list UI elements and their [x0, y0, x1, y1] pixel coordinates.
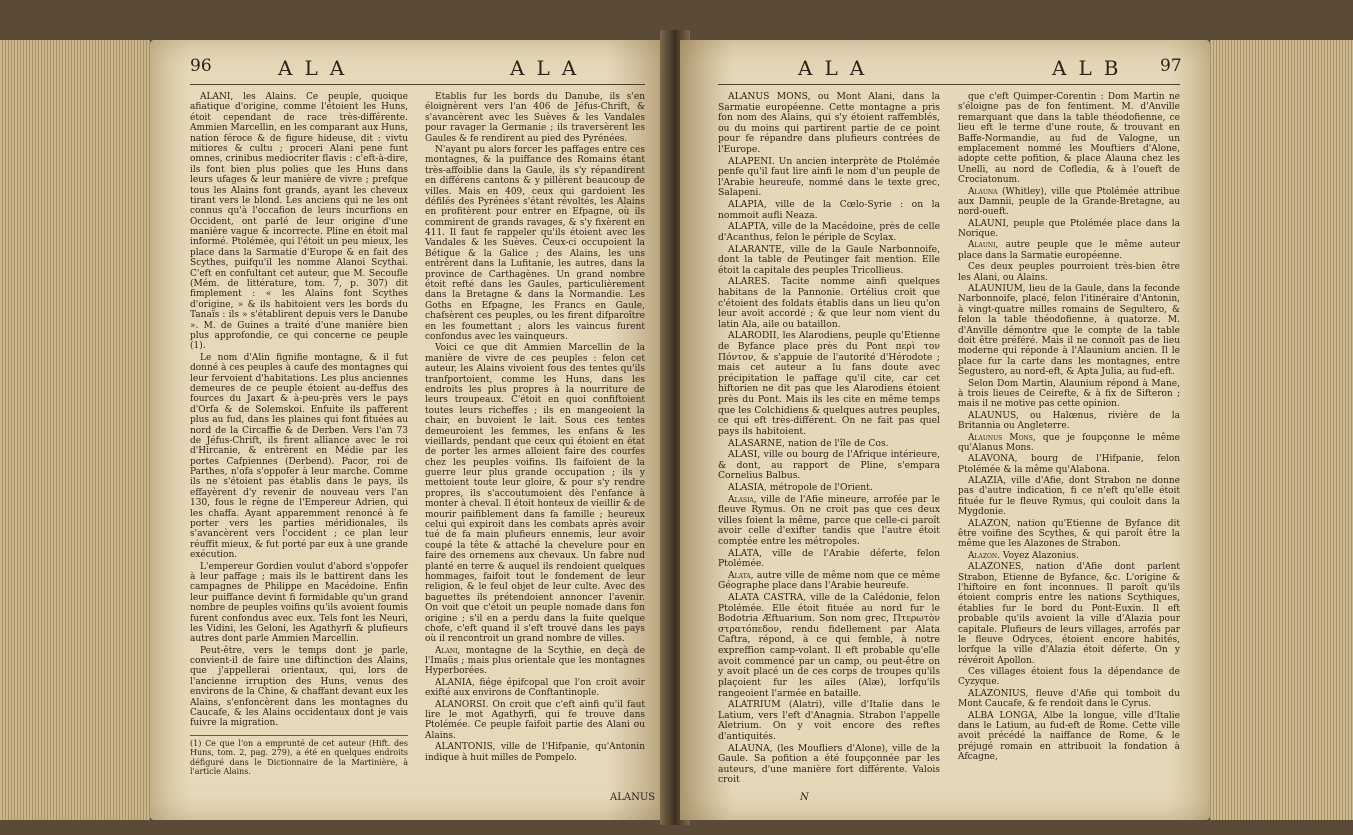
article-entry	[718, 483, 940, 494]
article-entry	[958, 551, 1180, 561]
entry-text: nation de l'île de Cos.	[787, 437, 889, 449]
article-entry	[958, 379, 1180, 410]
article-entry	[425, 742, 645, 763]
article-entry	[718, 439, 940, 450]
article-entry	[718, 92, 940, 156]
article-entry	[958, 219, 1180, 240]
entry-headword: ALASIA,	[728, 481, 767, 493]
entry-text: (Whitley), ville que Ptolémée attribue aux Damnii, peuple de la Grande-Bretagne, au nord-oueft.	[958, 186, 1180, 218]
article-entry	[190, 353, 408, 561]
entry-headword: ALANORSI.	[435, 699, 489, 710]
article-entry	[958, 454, 1180, 475]
entry-text: autre ville de même nom que ce même Géographe place dans l'Arabie heureufe.	[718, 569, 940, 592]
left-page-number: 96	[190, 56, 212, 76]
entry-text: les Alarodiens, peuple qu'Etienne de Byfance place près du Pont περὶ τον Πόντον, & s'appuie de l'autorité d'Hérodote ; mais cet auteur a lu fans doute avec précipitation le paffage qu'il cite, car cet hiftorien ne dit pas que les Alarodiens étoient près du Pont. Mais ils les cite en même temps que les Colchidiens & quelques autres peuples, ce qui eft très-différent. On ne fait pas quel pays ils habitoient.	[718, 330, 941, 437]
entry-text: ou Halœnus, rivière de la Britannia ou Angleterre.	[958, 410, 1180, 432]
entry-text: que je foupçonne le même qu'Alanus Mons.	[958, 432, 1180, 453]
entry-headword: ALAUNI,	[968, 218, 1009, 229]
right-page-number: 97	[1160, 56, 1182, 76]
entry-text: Selon Dom Martin, Alaunium répond à Mane, à trois lieues de Ceirefte, & à fix de Sifteron ; mais il ne motive pas cette opinion.	[958, 378, 1180, 410]
entry-headword: ALARANTE,	[728, 243, 785, 255]
entry-headword: Alauni,	[968, 240, 999, 251]
article-entry	[718, 700, 940, 742]
article-entry	[718, 157, 940, 199]
entry-text: ville de la Gaule Narbonnoife, dont la table de Peutinger fait mention. Elle étoit la capitale des peuples Tricollieus.	[718, 243, 941, 276]
entry-text: nation d'Afie dont parlent Strabon, Etienne de Byfance, &c. L'origine & l'hiftoire en font inconnues. Il paroît qu'ils étoient compris entre les nations Scythiques, établies fur le bord du Pont-Euxin. Il eft probable qu'ils avoient la ville d'Alazia pour capitale. Plufieurs de leurs villages, arrofés par le fleuve Odryces, étoient encore habités, lorfque la ville d'Alazia étoit déferte. On y révéroit Apollon.	[958, 562, 1180, 666]
article-entry	[425, 700, 645, 742]
entry-text: montagne de la Scythie, en deçà de l'Imaüs ; mais plus orientale que les montagnes Hyperborées.	[425, 645, 645, 677]
entry-text: fleuve d'Afie qui tomboit du Mont Caucafe, & fe rendoit dans le Cyrus.	[958, 688, 1180, 710]
entry-headword: Alaunus Mons,	[968, 432, 1036, 443]
entry-headword: ALARES.	[728, 276, 770, 288]
entry-text: ville de l'Afie mineure, arrofée par le fleuve Rymus. On ne croit pas que ces deux villes foient la même, parce que celle-ci paroît avoir celle d'exifter tandis que l'autre étoit comptée entre les métropoles.	[718, 493, 940, 547]
entry-text: ville ou bourg de l'Afrique intérieure, & dont, au rapport de Pline, s'empara Cornelius Balbus.	[718, 449, 940, 482]
article-entry	[958, 92, 1180, 186]
entry-headword: ALAZONIUS,	[968, 688, 1029, 699]
entry-text: Tacite nomme ainfi quelques habitans de la Pannonie. Ortélius croit que c'étoient des foldats établis dans un lieu qu'on leur avoit accordé ; & que leur nom vient du latin Ala, aile ou bataillon.	[718, 276, 940, 330]
right-column-1	[718, 92, 940, 787]
entry-text: ville de l'Arabie déferte, felon Ptolémée.	[718, 547, 940, 570]
entry-headword: ALAPTA,	[728, 221, 769, 233]
entry-headword: ALAVONA,	[968, 454, 1018, 465]
entry-headword: ALARODII,	[728, 330, 780, 342]
entry-headword: ALANIA,	[435, 677, 475, 688]
entry-text: fiége épifcopal que l'on croit avoir exifté aux environs de Conftantinople.	[425, 677, 645, 699]
entry-text: métropole de l'Orient.	[769, 481, 873, 493]
entry-headword: ALAPENI.	[728, 155, 775, 167]
left-page	[150, 40, 670, 820]
entry-headword: ALAZONES,	[968, 562, 1024, 573]
left-head-rule	[190, 84, 645, 85]
entry-headword: Alani,	[435, 645, 461, 656]
article-entry	[425, 145, 645, 342]
entry-text: ville de la Macédoine, près de celle d'Acanthus, felon le périple de Scylax.	[718, 221, 940, 243]
entry-text: ou Mont Alani, dans la Sarmatie européenne. Cette montagne a pris fon nom des Alains, qui s'y étoient raffemblés, ou du moins qui partirent partie de ce point pour fe répandre dans plufieurs contrées de l'Europe.	[718, 91, 941, 156]
article-entry	[718, 549, 940, 570]
entry-headword: ALBA LONGA,	[968, 710, 1038, 721]
entry-text: lieu de la Gaule, dans la feconde Narbonnoife, placé, felon l'itinéraire d'Antonin, à vingt-quatre milles romains de Segultero, & felon la table théodofienne, à quatorze. M. d'Anville démontre que le compte de la table doit être préféré. Mais il ne connoît pas de lieu moderne qui réponde à l'Alaunium ancien. Il le place fur la carte dans les montagnes, entre Segustero, au nord-eft, & Apta Julia, au fud-eft.	[958, 284, 1180, 378]
article-entry	[425, 678, 645, 699]
entry-headword: ALATA,	[728, 547, 763, 559]
entry-text: ville de l'Hifpanie, qu'Antonin indique à huit milles de Pompelo.	[425, 742, 645, 763]
entry-headword: ALASI,	[728, 449, 761, 461]
entry-headword: Alauna	[968, 186, 998, 197]
right-running-head	[680, 56, 1210, 82]
entry-text: ville de la Calédonie, felon Ptolémée. Elle étoit fituée au nord fur le Bodotria Æftuarium. Son nom grec, Πτερωτὸν στρατόπεδον, rendu fidellement par Alata Caftra, répond, à ce qui femble, à notre expreffion camp-volant. Il eft probable qu'elle avoit commencé par un camp, ou peut-être on y avoit placé un de ces corps de troupes qu'ils plaçoient fur les ailes (Alæ), lorfqu'ils rangeoient l'armée en bataille.	[718, 592, 941, 699]
entry-text: Un ancien interprète de Ptolémée penfe qu'il faut lire ainfi le nom d'un peuple de l'Arabie heureufe, nommé dans le texte grec, Salapeni.	[718, 155, 940, 199]
article-entry	[718, 495, 940, 548]
entry-text: (Alatri), ville d'Italie dans le Latium, vers l'eft d'Anagnia. Strabon l'appelle Aletrium. On y voit encore des reftes d'antiquités.	[718, 699, 940, 742]
article-entry	[958, 411, 1180, 432]
article-entry	[958, 433, 1180, 454]
article-entry	[718, 200, 940, 221]
right-column-2	[958, 92, 1180, 764]
article-entry	[718, 593, 940, 699]
article-entry	[190, 562, 408, 645]
entry-text: peuple que Ptolémée place dans la Norique.	[958, 218, 1180, 240]
entry-text: Voici ce que dit Ammien Marcellin de la manière de vivre de ces peuples : felon cet auteur, les Alains vivoient fous des tentes qu'ils tranfportoient, comme les Huns, dans les endroits les plus propres à la nourriture de leurs troupeaux. C'étoit en quoi confiftoient toutes leurs richeffes ; ils en mangeoient la chair, en buvoient le lait. Sous ces tentes demeuroient les femmes, les enfans & les vieillards, pendant que ceux qui étoient en état de porter les armes alloient faire des courfes chez les peuples voifins. Ils faifoient de la guerre leur plus grande occupation ; ils y mettoient toute leur gloire, & pour s'y rendre propres, ils s'accoutumoient dès l'enfance à monter à cheval. Il étoit honteux de vieillir & de mourir paifiblement dans fa famille ; heureux celui qui expiroit dans les combats après avoir tué de fa main plufieurs ennemis, leur avoir coupé la tête & attaché la chevelure pour en faire des ornemens aux chevaux. Un fabre nud planté en terre & auquel ils rendoient quelques hommages, faifoit tout le fondement de leur religion, & le feul objet de leur culte. Avec des baguettes ils prétendoient annoncer l'avenir. On voit que c'étoit un peuple nomade dans fon origine ; s'il en a perdu dans la fuite quelque chofe, c'eft quand il s'eft trouvé dans les pays où il rencontroit un grand nombre de villes.	[425, 343, 645, 645]
article-entry	[718, 571, 940, 592]
entry-text: On croit que c'eft ainfi qu'il faut lire le mot Agathyrfi, qui fe trouve dans Ptolémée. Ce peuple faifoit partie des Alani ou Alains.	[425, 699, 645, 741]
article-entry	[958, 562, 1180, 666]
article-entry	[425, 92, 645, 144]
entry-headword: ALATA CASTRA,	[728, 592, 807, 604]
entry-headword: ALAUNUS,	[968, 410, 1019, 421]
left-column-2	[425, 92, 645, 764]
entry-text: N'ayant pu alors forcer les paffages entre ces montagnes, & la puiffance des Romains étant très-affoiblie dans la Gaule, ils s'y répandirent en différens cantons & y pillèrent beaucoup de villes. Mais en 409, ceux qui gardoient les défilés des Pyrénées s'étant révoltés, les Alains en profitèrent pour entrer en Efpagne, où ils commirent de grands ravages, & s'y fixèrent en 411. Il faut fe rappeler qu'ils étoient avec les Vandales & les Suèves. Ceux-ci occupoient la Bétique & la Galice ; des Alains, les uns entrèrent dans la Lufitanie, les autres, dans la province de Carthagènes. Un grand nombre étoit refté dans les Gaules, particulièrement dans la Bretagne & dans la Normandie. Les Goths en Efpagne, les Francs en Gaule, chafsèrent ces peuples, ou les firent difparoître en les foumettant ; alors les vaincus furent confondus avec les vainqueurs.	[425, 144, 645, 342]
entry-headword: ALANUS MONS,	[728, 91, 811, 102]
article-entry	[190, 92, 408, 352]
article-entry	[718, 331, 940, 437]
article-entry	[958, 262, 1180, 283]
footnote: (1) Ce que l'on a emprunté de cet auteur (Hift. des Huns, tom. 2, pag. 279), a été en quelques endroits défiguré dans le Dictionnaire de la Martinière, à l'article Alains.	[190, 735, 408, 777]
article-entry	[958, 240, 1180, 261]
entry-headword: ALAUNIUM,	[968, 284, 1026, 295]
entry-headword: Alazon.	[968, 550, 1001, 561]
entry-text: (les Moufliers d'Alone), ville de la Gaule. Sa pofition a été foupçonnée par les auteurs, d'une manière fort différente. Valois croit	[718, 742, 940, 786]
article-entry	[718, 450, 940, 482]
entry-headword: ALANI,	[200, 92, 234, 102]
entry-headword: ALAZON,	[968, 518, 1011, 529]
right-heading-1: ALA	[798, 56, 877, 80]
article-entry	[190, 646, 408, 729]
entry-text: les Alains. Ce peuple, quoique afiatique d'origine, comme l'étoient les Huns, étoit cependant de race très-différente. Ammien Marcellin, en les comparant aux Huns, nation féroce & de figure hideuse, dit : vivtu mitiores & cultu ; proceri Alani pene funt omnes, crinibus mediocriter flavis : c'eft-à-dire, ils font bien plus polies que les Huns dans leurs ufages & leur manière de vivre ; prefque tous les Alains font grands, ayant les cheveux tirant vers le blond. Les anciens qui ne les ont connus qu'à l'occafion de leurs incurfions en Occident, ont parlé de leur origine d'une manière vague & incorrecte. Pline en étoit mal informé. Ptolémée, qui l'étoit un peu mieux, les place dans la Sarmatie d'Europe & en fait des Scythes, puifqu'il les nomme Alanoi Scythai. C'eft en confultant cet auteur, que M. Secoufle (Mém. de littérature, tom. 7, p. 307) dit fimplement : « les Alains font Scythes d'origine, » & ils habitoient vers les bords du Tanaïs : ils » s'établirent depuis vers le Danube ». M. de Guines a traité d'une manière bien plus approfondie, ce qui concerne ce peuple (1).	[190, 92, 408, 352]
entry-text: Etablis fur les bords du Danube, ils s'en éloignèrent vers l'an 406 de Jéfus-Chrift, & s'avancèrent avec les Suèves & les Vandales pour ravager la Germanie ; ils traversèrent les Gaules & fe rendirent au pied des Pyrénées.	[425, 92, 645, 144]
left-catchword: ALANUS	[610, 792, 656, 803]
entry-headword: ALATRIUM	[728, 699, 781, 711]
article-entry	[425, 646, 645, 677]
article-entry	[958, 689, 1180, 710]
article-entry	[958, 711, 1180, 763]
entry-headword: ALAUNA,	[728, 742, 773, 754]
article-entry	[718, 277, 940, 330]
article-entry	[958, 667, 1180, 688]
entry-text: Albe la longue, ville d'Italie dans le Latium, au fud-eft de Rome. Cette ville avoit précédé la naiffance de Rome, & le préjugé romain en attribuoit la fondation à Afcagne,	[958, 710, 1180, 763]
article-entry	[718, 222, 940, 243]
entry-headword: ALANTONIS,	[435, 742, 496, 753]
entry-text: autre peuple que le même auteur place dans la Sarmatie européenne.	[958, 240, 1180, 261]
entry-headword: ALAZIA,	[968, 476, 1007, 487]
entry-text: Ces deux peuples pourroient très-bien être les Alani, ou Alains.	[958, 262, 1180, 283]
left-column-1	[190, 92, 408, 776]
entry-text: Peut-être, vers le temps dont je parle, convient-il de faire une diftinction des Alains, que j'appellerai orientaux, qui, lors de l'ancienne irruption des Huns, venus des environs de la Chine, & chaffant devant eux les Alains, s'enfoncèrent dans les montagnes du Caucafe, & les Alains occidentaux dont je vais fuivre la migration.	[190, 645, 408, 729]
entry-text: Le nom d'Alin fignifie montagne, & il fut donné à ces peuples à caufe des montagnes qui leur fervoient d'habitations. Les plus anciennes demeures de ce peuple étoient au-deffus des fources du Jaxart & à-peu-près vers le pays d'Orfa & de Solemskoi. Enfuite ils pafferent plus au fud, dans les plaines qui font fituées au nord de la Circaffie & de Derben. Vers l'an 73 de Jéfus-Chrift, ils firent alliance avec le roi d'Hircanie, & entrèrent en Médie par les portes Cafpiennes (Derbend). Pacor, roi de Parthes, n'ofa s'oppofer à leur marche. Comme ils ne s'étoient pas établis dans le pays, ils effayèrent d'y revenir de nouveau vers l'an 130, fous le règne de l'Empereur Adrien, qui les chaffa. Ayant apparemment renoncé à fe porter vers les parties méridionales, ils s'avancèrent vers l'occident ; ce plan leur réuffit mieux, & fut porté par eux à une grande exécution.	[190, 352, 408, 561]
entry-text: nation qu'Etienne de Byfance dit être voifine des Scythes, & qui paroît être la même que les Alazones de Strabon.	[958, 518, 1180, 550]
left-heading-1: ALA	[278, 56, 357, 80]
article-entry	[958, 519, 1180, 550]
entry-headword: Alasia,	[728, 493, 757, 505]
article-entry	[958, 284, 1180, 378]
entry-text: bourg de l'Hifpanie, felon Ptolémée & la même qu'Alabona.	[958, 454, 1180, 475]
right-head-rule	[718, 84, 1180, 85]
left-running-head	[150, 56, 670, 82]
left-heading-2: ALA	[510, 56, 589, 80]
right-page	[680, 40, 1210, 820]
right-page-edges	[1210, 40, 1353, 820]
entry-text: que c'eft Quimper-Corentin : Dom Martin ne s'éloigne pas de fon fentiment. M. d'Anville remarquant que dans la table théodofienne, ce lieu eft le terme d'une route, & trouvant en Baffe-Normandie, au fud de Valogne, un emplacement nommé les Mouftiers d'Alone, adopte cette pofition, & place Alauna chez les Unelli, au nord de Cofledia, & à l'oueft de Crociatonum.	[958, 92, 1180, 186]
article-entry	[718, 245, 940, 277]
entry-text: ville d'Afie, dont Strabon ne donne pas d'autre indication, fi ce n'eft qu'elle étoit fituée fur le fleuve Rymus, qui couloit dans la Mygdonie.	[958, 476, 1180, 518]
entry-text: L'empereur Gordien voulut d'abord s'oppofer à leur paffage ; mais ils le battirent dans les campagnes de Philippe en Macédoine. Enfin leur puiffance devint fi formidable qu'un grand nombre de peuples voifins qu'ils avoient foumis furent confondus avec eux. Tels font les Neuri, les Vidini, les Geloni, les Agathyrfi & plufieurs autres dont parle Ammien Marcellin.	[190, 561, 408, 645]
entry-text: Ces villages étoient fous la dépendance de Cyzyque.	[958, 667, 1180, 688]
article-entry	[425, 343, 645, 644]
right-heading-2: ALB	[1052, 56, 1131, 80]
entry-headword: Alata,	[728, 569, 754, 581]
left-page-edges	[0, 40, 150, 820]
right-catchword: N	[800, 792, 809, 803]
article-entry	[958, 476, 1180, 518]
entry-headword: ALAPIA,	[728, 199, 767, 211]
article-entry	[718, 744, 940, 786]
entry-text: Voyez Alazonius.	[1002, 550, 1079, 561]
entry-text: ville de la Cœlo-Syrie : on la nommoit aufli Neaza.	[718, 199, 940, 221]
article-entry	[958, 187, 1180, 218]
entry-headword: ALASARNE,	[728, 437, 785, 449]
